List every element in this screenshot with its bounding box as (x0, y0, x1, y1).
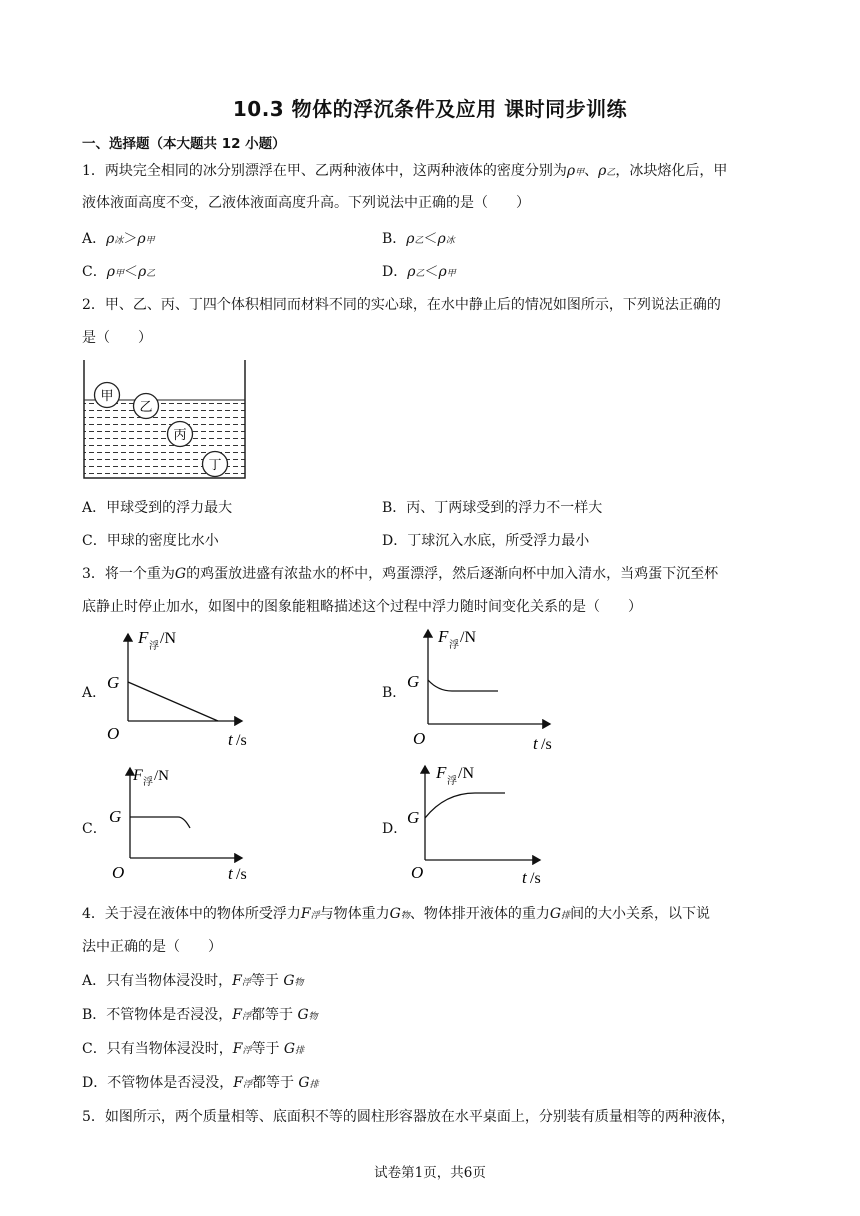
ball-label: 甲 (100, 388, 114, 403)
G-symbol: G (298, 1075, 310, 1091)
sub-jia: 甲 (575, 168, 585, 178)
q2-option-c[interactable]: C．甲球的密度比水小 (82, 533, 219, 549)
option-label: D． (382, 264, 408, 280)
axis-sub: 浮 (143, 777, 153, 788)
axis-sub: 浮 (149, 641, 159, 652)
G-label: G (109, 807, 122, 826)
subscript: 排 (561, 911, 571, 921)
graph-a-curve (128, 682, 218, 721)
axis-sub: 浮 (447, 776, 457, 787)
G-label: G (407, 672, 420, 691)
ball-bing (168, 422, 193, 447)
q4-text-a: 4．关于浸在液体中的物体所受浮力 (82, 906, 301, 922)
axis-F: F (133, 767, 143, 784)
subscript: 物 (400, 911, 410, 921)
q3-option-b-label[interactable]: B． (382, 685, 407, 701)
subscript: 甲 (446, 269, 456, 279)
option-label: B． (382, 231, 407, 247)
subscript: 浮 (241, 978, 251, 988)
q3-option-c-label[interactable]: C． (82, 821, 107, 837)
relation: 都等于 (251, 1075, 294, 1091)
relation: ＜ (423, 231, 438, 247)
rho-symbol: ρ (438, 264, 447, 280)
q1-text-a: 1．两块完全相同的冰分别漂浮在甲、乙两种液体中，这两种液体的密度分别为 (82, 163, 567, 179)
graph-d (400, 760, 560, 890)
option-text: C．只有当物体浸没时， (82, 1041, 233, 1057)
F-symbol: F (300, 906, 311, 922)
origin-label: O (112, 863, 125, 882)
q4-option-a[interactable] (82, 970, 304, 990)
q2-option-d[interactable]: D．丁球沉入水底，所受浮力最小 (382, 533, 590, 549)
axis-unit: /s (236, 866, 247, 883)
relation: 都等于 (251, 1007, 294, 1023)
q1-stem-line1 (82, 160, 727, 180)
q3-text-b: 的鸡蛋放进盛有浓盐水的杯中，鸡蛋漂浮，然后逐渐向杯中加入清水，当鸡蛋下沉至杯 (186, 566, 719, 582)
origin-label: O (413, 729, 426, 748)
subscript: 甲 (114, 269, 124, 279)
axis-F: F (438, 627, 449, 646)
separator: 、 (584, 163, 599, 179)
q4-text-b: 与物体重力 (319, 906, 390, 922)
rho-symbol: ρ (566, 163, 576, 179)
q1-option-c[interactable] (82, 261, 155, 281)
subscript: 浮 (242, 1046, 252, 1056)
rho-symbol: ρ (437, 231, 446, 247)
axis-unit: /N (460, 629, 476, 646)
axis-unit: /s (236, 732, 247, 749)
rho-symbol: ρ (137, 231, 146, 247)
section-heading: 一、选择题（本大题共 12 小题） (82, 136, 286, 152)
F-symbol: F (233, 1075, 243, 1091)
subscript: 乙 (146, 269, 156, 279)
page-title: 10.3 物体的浮沉条件及应用 课时同步训练 (232, 97, 628, 121)
q3-option-d-label[interactable]: D． (382, 821, 408, 837)
axis-unit: /N (458, 765, 474, 782)
axis-unit: /N (160, 630, 176, 647)
axis-unit: /s (530, 870, 541, 887)
q3-stem-line2: 底静止时停止加水，如图中的图象能粗略描述这个过程中浮力随时间变化关系的是（ ） (82, 599, 642, 615)
axis-unit: /N (154, 768, 169, 784)
rho-symbol: ρ (598, 163, 607, 179)
axis-F: F (138, 628, 149, 647)
graph-b (400, 624, 560, 754)
ball-label: 丙 (173, 427, 187, 442)
q1-option-d[interactable] (382, 261, 456, 281)
G-symbol: G (297, 1007, 309, 1023)
relation: ＞ (123, 231, 138, 247)
axis-t: t (533, 734, 538, 753)
q4-option-b[interactable] (82, 1004, 318, 1024)
sub-yi: 乙 (606, 168, 616, 178)
q2-stem-line2: 是（ ） (82, 330, 152, 346)
axis-unit: /s (541, 736, 552, 753)
graph-a (100, 628, 260, 753)
axis-F: F (436, 763, 447, 782)
G-symbol: G (174, 566, 187, 582)
ball-yi (134, 394, 159, 419)
G-symbol: G (389, 906, 401, 922)
q3-option-a-label[interactable]: A． (82, 685, 107, 701)
axis-t: t (228, 864, 233, 883)
beaker-figure (80, 358, 250, 483)
q1-stem-line2: 液体液面高度不变，乙液体液面高度升高。下列说法中正确的是（ ） (82, 195, 530, 211)
F-symbol: F (232, 973, 242, 989)
subscript: 乙 (414, 236, 424, 246)
F-symbol: F (232, 1041, 243, 1057)
rho-symbol: ρ (137, 264, 147, 280)
subscript: 物 (294, 978, 304, 988)
ball-jia (95, 383, 120, 408)
subscript: 甲 (145, 236, 155, 246)
option-text: B．不管物体是否浸没， (82, 1007, 233, 1023)
G-label: G (407, 808, 420, 827)
q4-text-c: 、物体排开液体的重力 (409, 906, 550, 922)
q4-stem-line2: 法中正确的是（ ） (82, 939, 222, 955)
G-symbol: G (549, 906, 562, 922)
q4-text-d: 间的大小关系，以下说 (570, 906, 711, 922)
graph-c-curve (130, 817, 190, 828)
option-label: A． (82, 231, 107, 247)
relation: ＜ (123, 264, 138, 280)
F-symbol: F (232, 1007, 243, 1023)
graph-b-curve (428, 680, 498, 691)
subscript: 冰 (114, 236, 124, 246)
ball-label: 丁 (208, 457, 222, 472)
ball-ding (203, 452, 228, 477)
axis-t: t (522, 868, 527, 887)
subscript: 物 (308, 1012, 318, 1022)
relation: 等于 (250, 973, 279, 989)
q2-option-b[interactable]: B．丙、丁两球受到的浮力不一样大 (382, 500, 603, 516)
ball-label: 乙 (139, 399, 153, 414)
subscript: 排 (295, 1046, 305, 1056)
subscript: 排 (309, 1080, 319, 1090)
G-symbol: G (283, 1041, 296, 1057)
option-label: C． (82, 264, 107, 280)
subscript: 乙 (415, 269, 425, 279)
G-label: G (107, 673, 120, 692)
rho-symbol: ρ (106, 264, 115, 280)
page-footer: 试卷第1页，共6页 (374, 1165, 486, 1181)
subscript: 浮 (242, 1080, 252, 1090)
relation: ＜ (424, 264, 439, 280)
q3-stem-line1 (82, 563, 718, 583)
q4-option-c[interactable] (82, 1038, 304, 1058)
q5-stem-line1: 5．如图所示，两个质量相等、底面积不等的圆柱形容器放在水平桌面上，分别装有质量相等的两种液体， (82, 1109, 735, 1125)
option-text: D．不管物体是否浸没， (82, 1075, 234, 1091)
option-text: A．只有当物体浸没时， (82, 973, 233, 989)
q2-option-a[interactable]: A．甲球受到的浮力最大 (82, 500, 233, 516)
q4-option-d[interactable] (82, 1072, 319, 1092)
rho-symbol: ρ (407, 264, 416, 280)
q1-option-a[interactable] (82, 228, 155, 248)
axis-t: t (228, 730, 233, 749)
G-symbol: G (283, 973, 295, 989)
q1-text-b: ，冰块熔化后，甲 (615, 163, 728, 179)
q1-option-b[interactable] (382, 228, 455, 248)
graph-d-curve (425, 793, 505, 818)
origin-label: O (107, 724, 120, 743)
subscript: 冰 (445, 236, 455, 246)
graph-c (100, 762, 260, 887)
q4-stem-line1 (82, 903, 710, 923)
q2-stem-line1: 2．甲、乙、丙、丁四个体积相同而材料不同的实心球，在水中静止后的情况如图所示，下列说法正确的 (82, 297, 721, 313)
rho-symbol: ρ (406, 231, 415, 247)
axis-sub: 浮 (449, 640, 459, 651)
relation: 等于 (251, 1041, 280, 1057)
subscript: 浮 (242, 1012, 252, 1022)
subscript: 浮 (310, 911, 320, 921)
q3-text-a: 3．将一个重为 (82, 566, 175, 582)
rho-symbol: ρ (106, 231, 115, 247)
origin-label: O (411, 863, 424, 882)
